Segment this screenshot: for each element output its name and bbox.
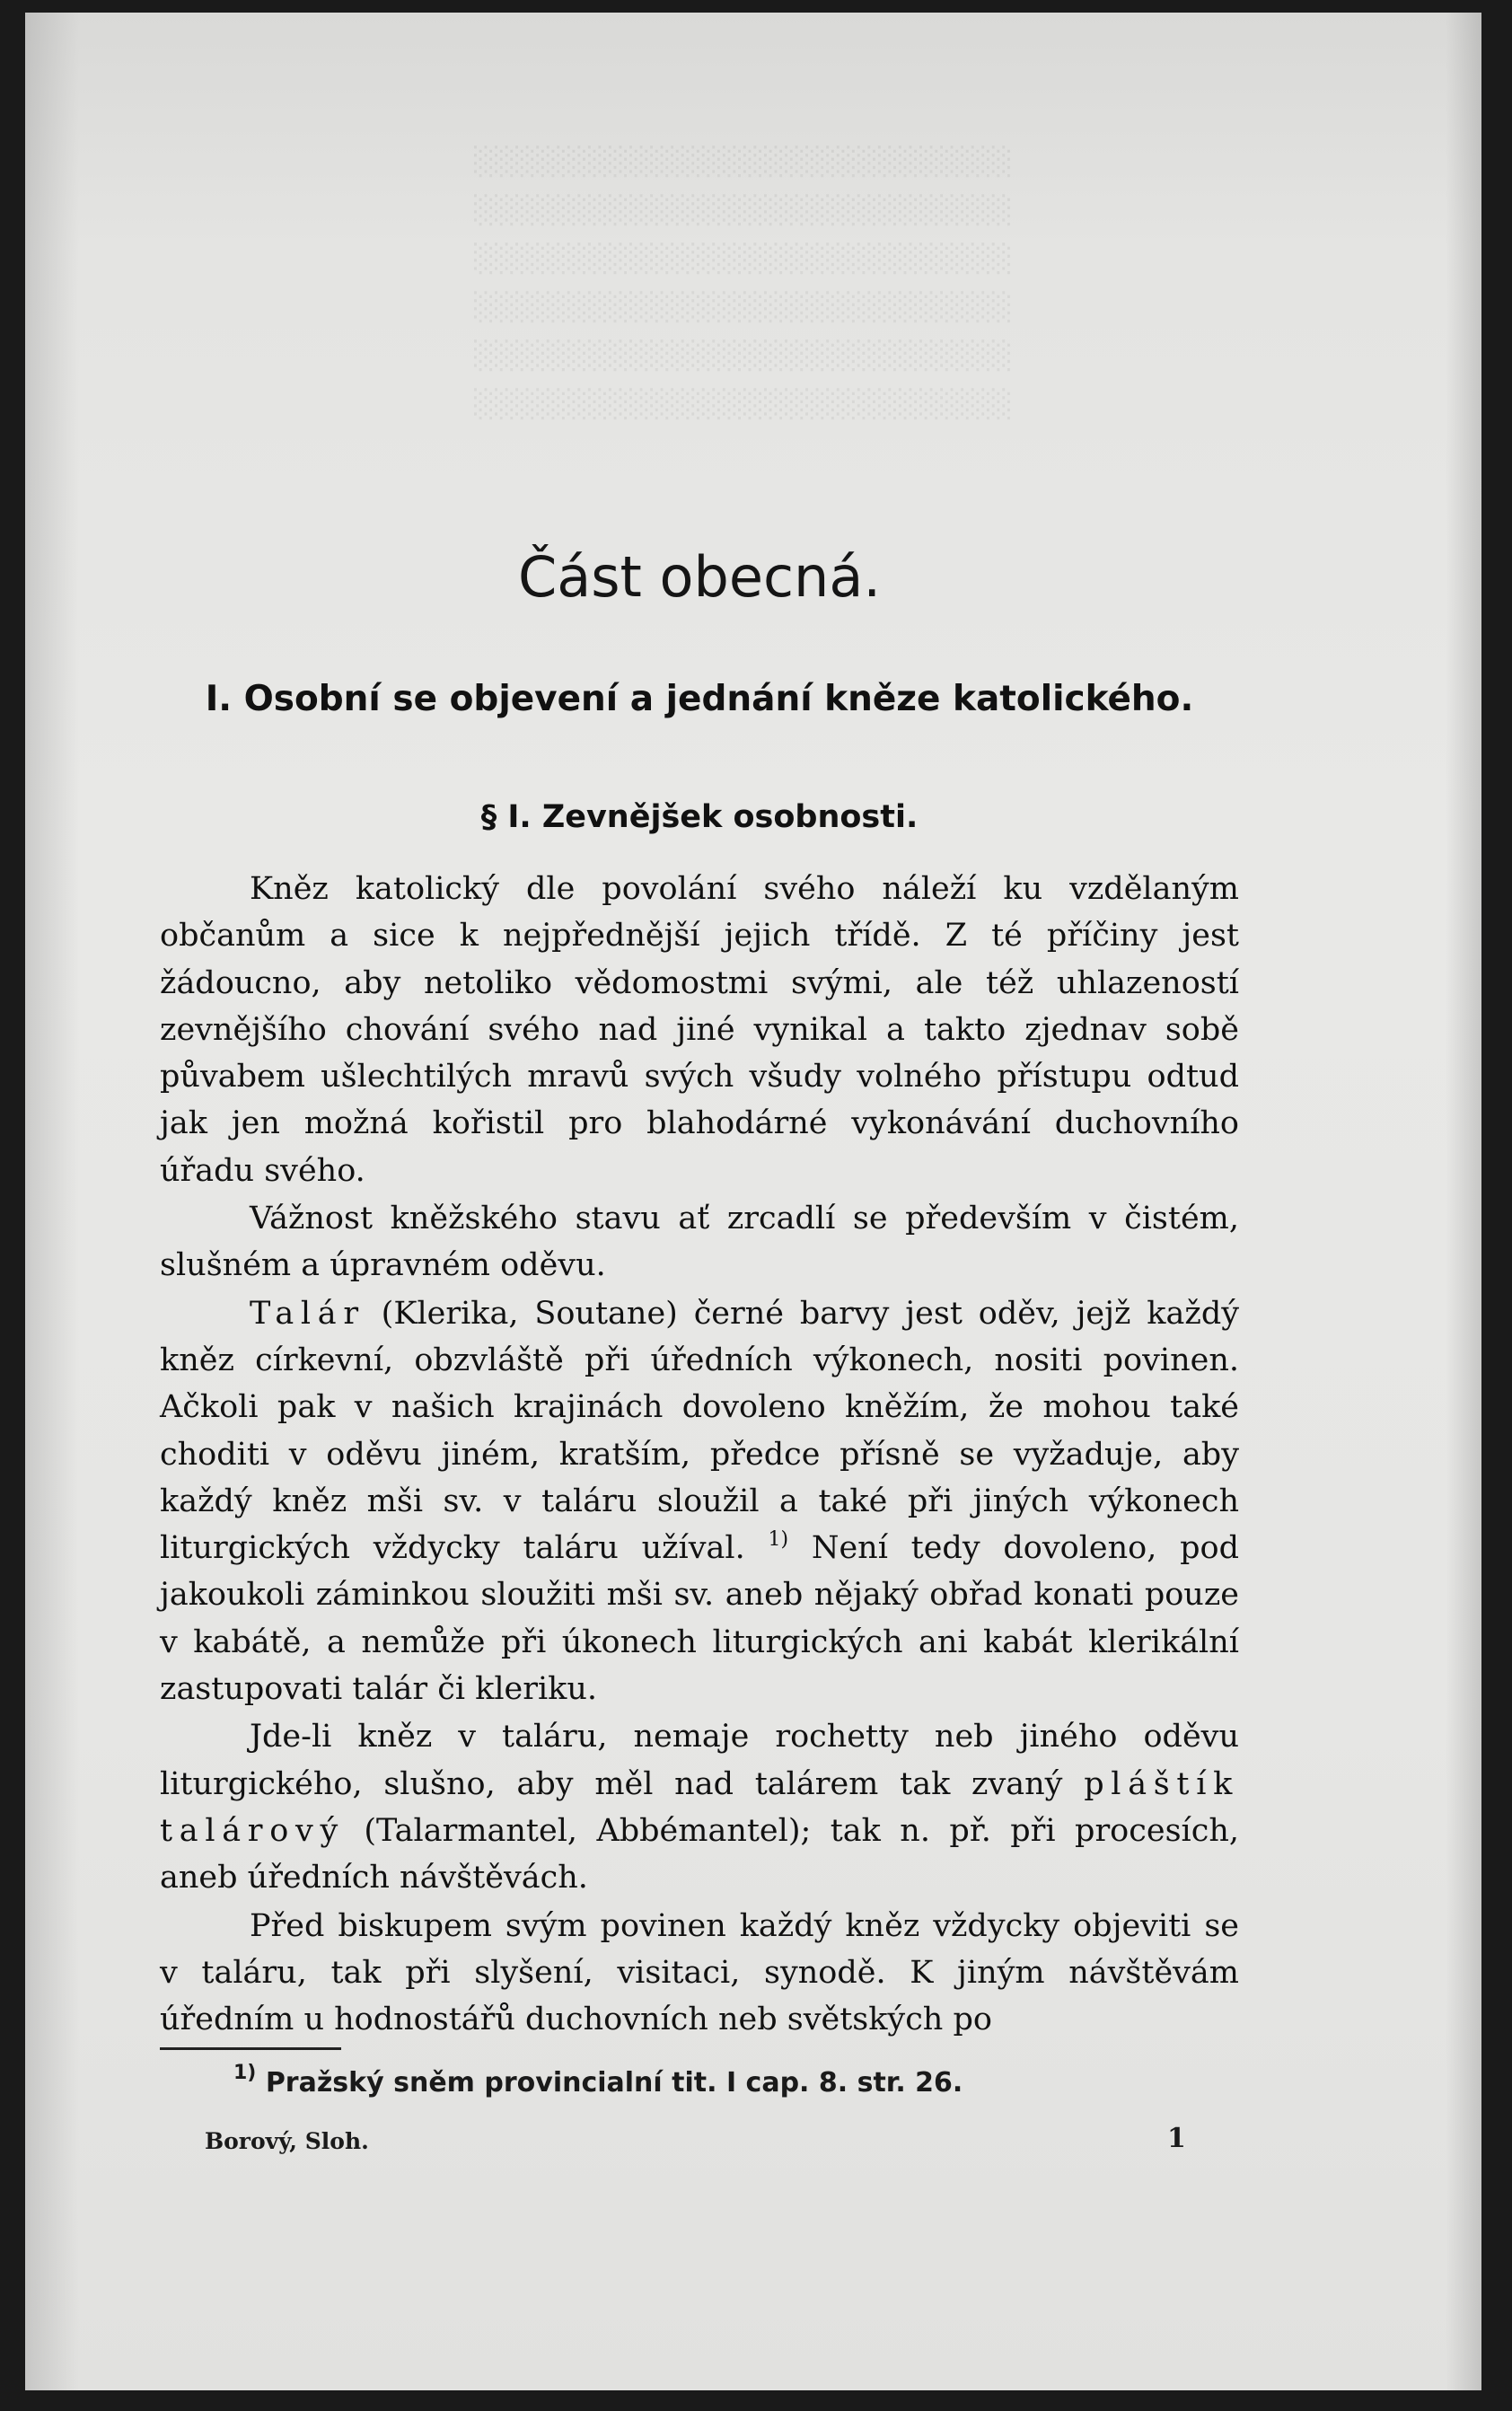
footnote-reference: 1) <box>768 1528 789 1552</box>
paragraph-4-end: (Talarmantel, Abbémantel); tak n. př. při procesích, aneb úředních návštěvách. <box>160 1812 1239 1896</box>
footnote <box>233 2062 963 2099</box>
sheet-number: 1 <box>1167 2123 1186 2154</box>
paragraph-3-tail: Není tedy dovoleno, pod jakoukoli záminkou sloužiti mši sv. aneb nějaký obřad konati pouze v kabátě, a nemůže při úkonech liturgických ani kabát klerikální zastupovati talár či kleriku. <box>160 1530 1239 1708</box>
paragraph-5: Před biskupem svým povinen každý kněz vždycky objeviti se v taláru, tak při slyšení, visitaci, synodě. K jiným návštěvám úředním u hodnostářů duchovních neb světských po <box>160 1907 1239 2038</box>
part-title: Část obecná. <box>517 544 882 610</box>
footnote-divider <box>160 2047 341 2050</box>
bleed-through-text: ░░░░░░░░░░░░░░░░░░░░░░░░░░ ░░░░░░░░░░░░░░░░░░░░░░░░░░ ░░░░░░░░░░░░░░░░░░░░░░░░░░ ░░░░░░░░░░░░░░░░░░░░░░░░░░ ░░░░░░░░░░░░░░░░░░░░░░░░░░ ░░░░░░░░░░░░░░░░░░░░░░░░░░ <box>474 146 1013 420</box>
paragraph-3-main: (Klerika, Soutane) černé barvy jest oděv, jejž každý kněz církevní, obzvláště při úředních výkonech, nositi povinen. Ačkoli pak v našich krajinách dovoleno kněžím, že mohou také choditi v oděvu jiném, kratším, předce přísně se vyžaduje, aby každý kněz mši sv. v taláru sloužil a také při jiných výkonech liturgických vždycky taláru užíval. <box>160 1295 1239 1567</box>
printer-signature: Borový, Sloh. <box>205 2128 369 2154</box>
paragraph-1: Kněz katolický dle povolání svého náleží ku vzdělaným občanům a sice k nejpřednější jejich třídě. Z té příčiny jest žádoucno, aby netoliko vědomostmi svými, ale též uhlazeností zevnějšího chování svého nad jiné vynikal a takto zjednav sobě půvabem ušlechtilých mravů svých všudy volného přístupu odtud jak jen možná kořistil pro blahodárné vykonávání duchovního úřadu svého. <box>160 871 1239 1189</box>
body-text <box>160 866 1239 2044</box>
book-page <box>25 13 1481 2390</box>
paragraph-4-start: Jde-li kněz v taláru, nemaje rochetty neb jiného oděvu liturgického, slušno, aby měl nad talárem tak zvaný <box>160 1719 1239 1802</box>
term-talar: Talár <box>250 1295 365 1332</box>
paragraph-3 <box>160 1290 1239 1713</box>
paragraph-4 <box>160 1713 1239 1901</box>
chapter-title: I. Osobní se objevení a jednání kněze katolického. <box>205 679 1194 719</box>
footnote-marker: 1) <box>233 2062 257 2084</box>
paragraph-2: Vážnost kněžského stavu ať zrcadlí se především v čistém, slušném a úpravném oděvu. <box>160 1201 1239 1284</box>
section-title: § I. Zevnějšek osobnosti. <box>480 799 919 835</box>
footnote-text: Pražský sněm provincialní tit. I cap. 8. str. 26. <box>256 2067 963 2099</box>
term-plastik-talarovy: pláštík talárový <box>160 1765 1239 1849</box>
